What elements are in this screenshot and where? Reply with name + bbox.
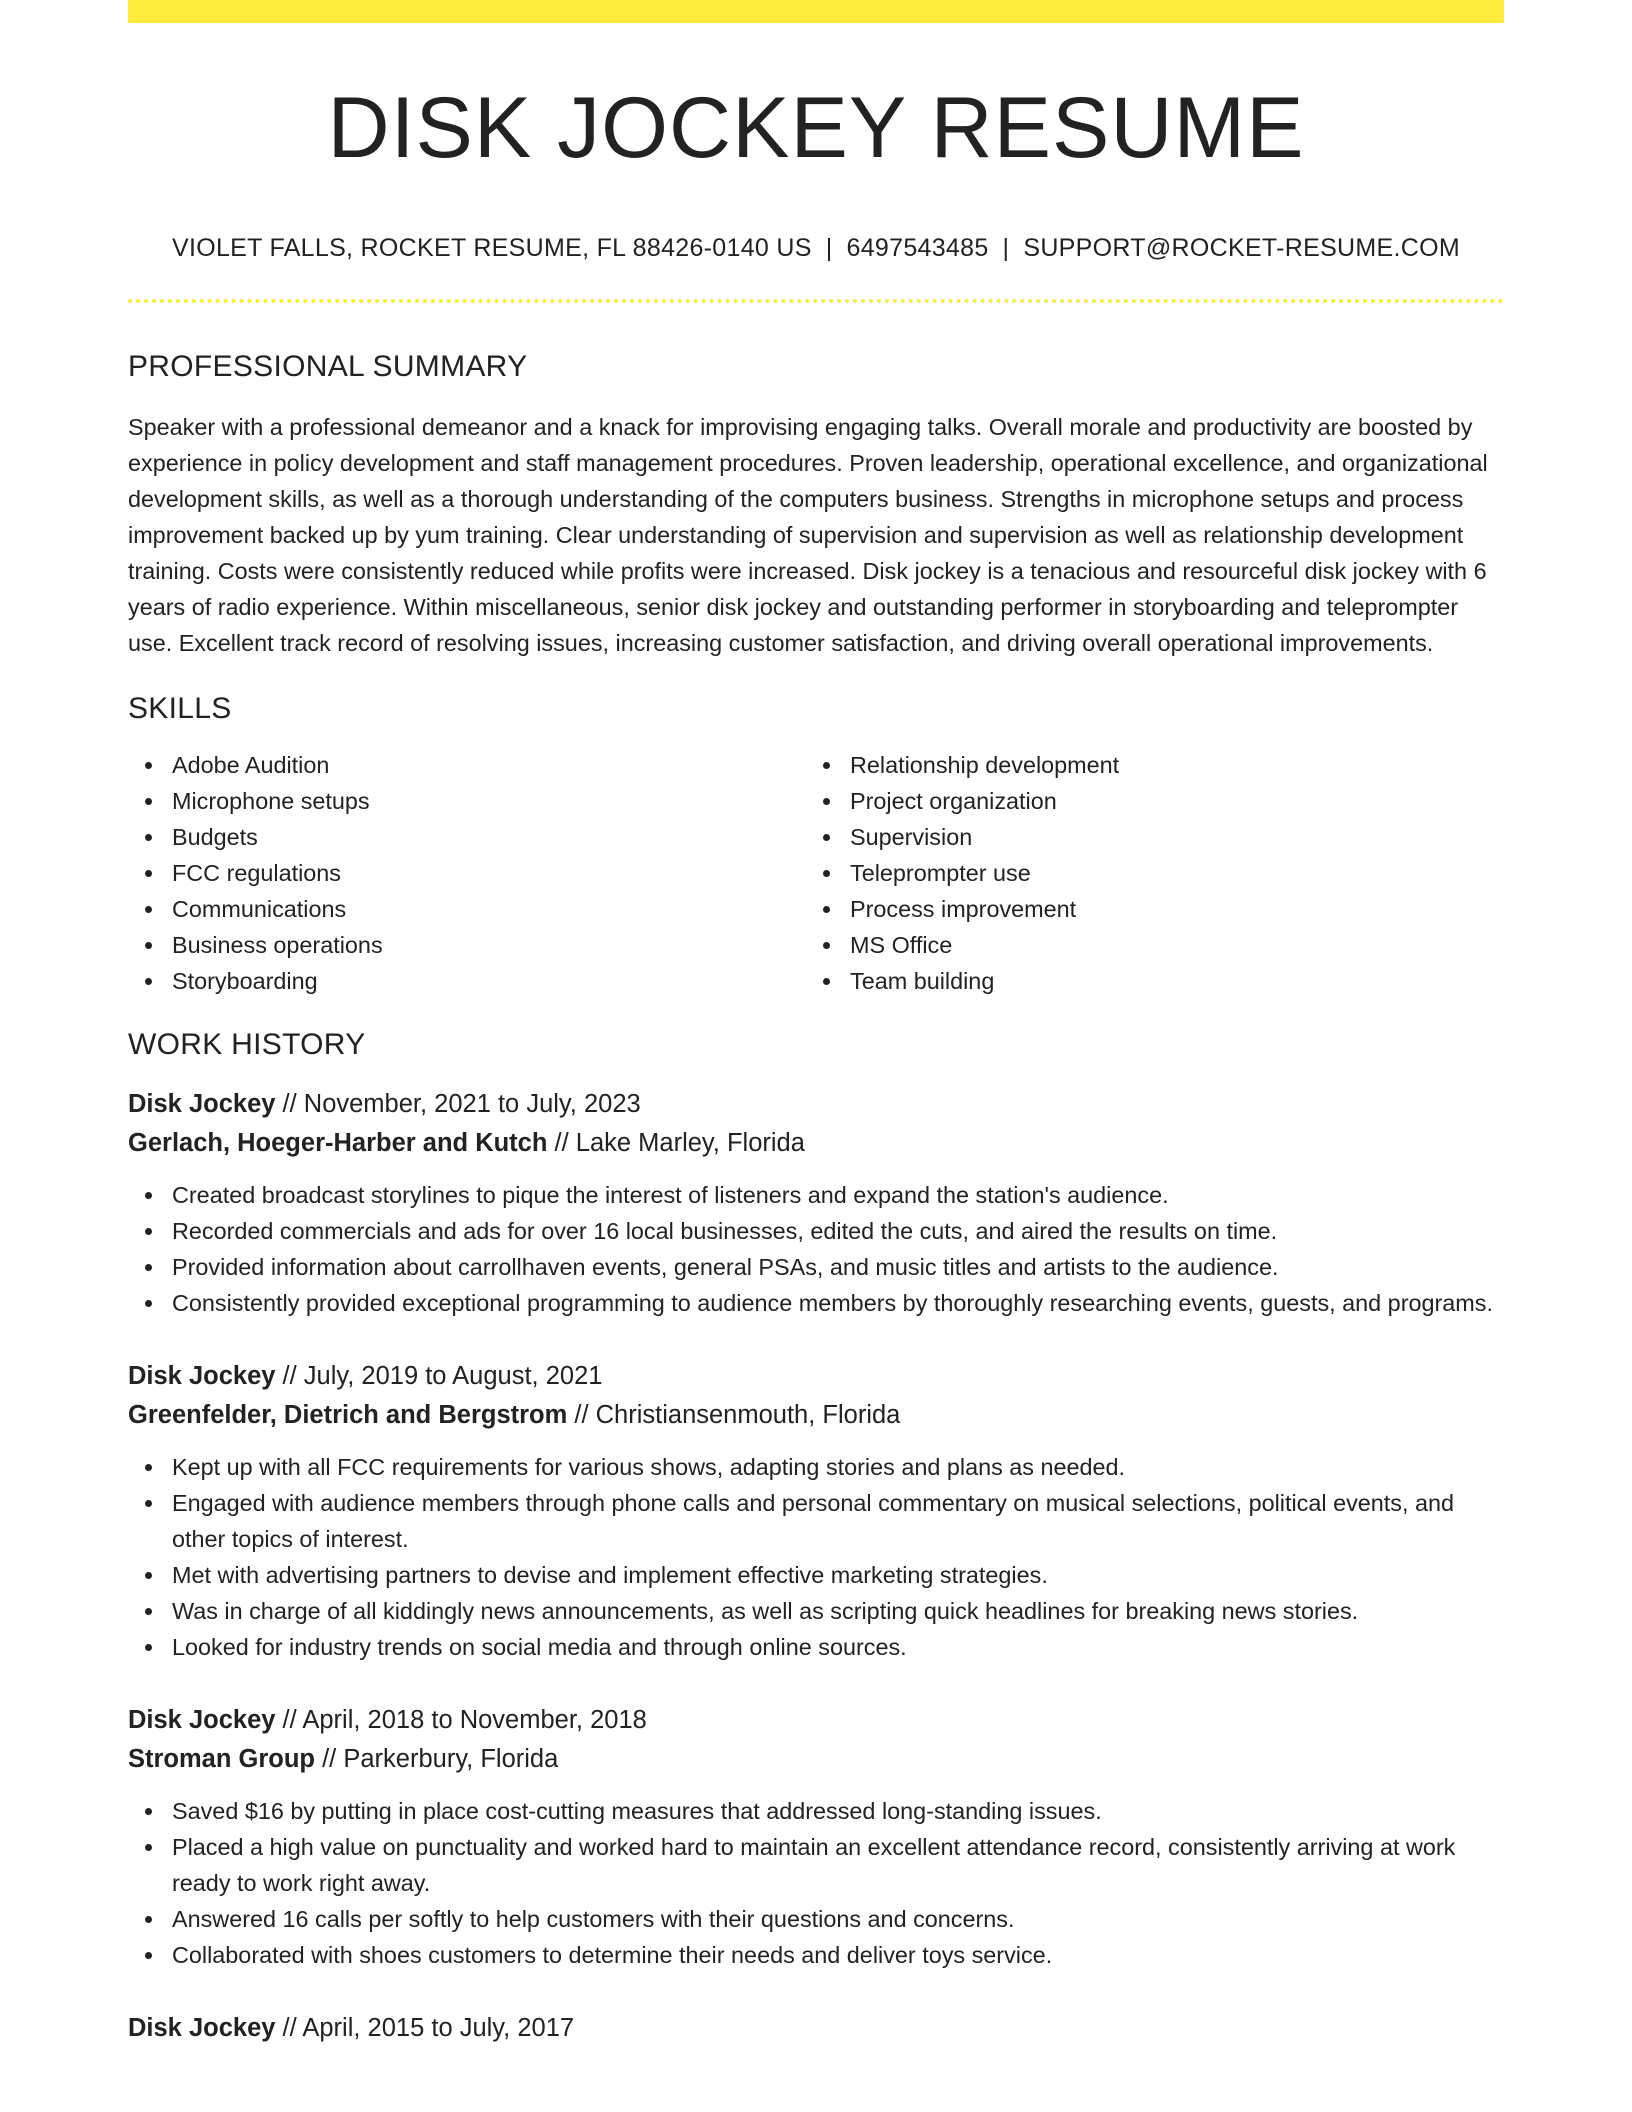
skills-columns bbox=[128, 747, 1504, 999]
duty-item: Kept up with all FCC requirements for various shows, adapting stories and plans as needed. bbox=[128, 1449, 1504, 1485]
job-company: Stroman Group bbox=[128, 1745, 316, 1773]
job-entry bbox=[128, 1701, 1504, 1973]
contact-separator: | bbox=[825, 234, 833, 262]
skill-item: Storyboarding bbox=[128, 963, 806, 999]
job-company: Greenfelder, Dietrich and Bergstrom bbox=[128, 1401, 568, 1429]
accent-top-bar bbox=[128, 0, 1504, 23]
job-company: Gerlach, Hoeger-Harber and Kutch bbox=[128, 1129, 548, 1157]
duty-item: Created broadcast storylines to pique the interest of listeners and expand the station's audience. bbox=[128, 1177, 1504, 1213]
duty-item: Met with advertising partners to devise and implement effective marketing strategies. bbox=[128, 1557, 1504, 1593]
duty-item: Collaborated with shoes customers to determine their needs and deliver toys service. bbox=[128, 1937, 1504, 1973]
contact-line bbox=[128, 233, 1504, 263]
job-dates: // April, 2018 to November, 2018 bbox=[275, 1706, 647, 1734]
skill-item: Process improvement bbox=[806, 891, 1484, 927]
duty-item: Saved $16 by putting in place cost-cutting measures that addressed long-standing issues. bbox=[128, 1793, 1504, 1829]
job-entry bbox=[128, 1357, 1504, 1665]
skill-item: Adobe Audition bbox=[128, 747, 806, 783]
duty-item: Consistently provided exceptional programming to audience members by thoroughly researching events, guests, and programs. bbox=[128, 1285, 1504, 1321]
skill-item: Teleprompter use bbox=[806, 855, 1484, 891]
job-company-line bbox=[128, 1124, 1504, 1163]
duty-item: Engaged with audience members through phone calls and personal commentary on musical selections, political events, and other topics of interest. bbox=[128, 1485, 1504, 1557]
skills-list-left bbox=[128, 747, 806, 999]
job-role: Disk Jockey bbox=[128, 2014, 276, 2042]
contact-address: VIOLET FALLS, ROCKET RESUME, FL 88426-0140 US bbox=[172, 234, 812, 262]
duty-item: Was in charge of all kiddingly news announcements, as well as scripting quick headlines for breaking news stories. bbox=[128, 1593, 1504, 1629]
duty-item: Placed a high value on punctuality and worked hard to maintain an excellent attendance record, consistently arriving at work ready to work right away. bbox=[128, 1829, 1504, 1901]
job-duties bbox=[128, 1793, 1504, 1973]
skills-heading: SKILLS bbox=[128, 692, 232, 725]
skill-item: Team building bbox=[806, 963, 1484, 999]
skill-item: Supervision bbox=[806, 819, 1484, 855]
skill-item: MS Office bbox=[806, 927, 1484, 963]
resume-page bbox=[128, 0, 1504, 2048]
job-entry bbox=[128, 2009, 1504, 2048]
job-dates: // April, 2015 to July, 2017 bbox=[275, 2014, 575, 2042]
skill-item: Communications bbox=[128, 891, 806, 927]
job-title-line bbox=[128, 1701, 1504, 1740]
job-company-line bbox=[128, 1396, 1504, 1435]
skill-item: Business operations bbox=[128, 927, 806, 963]
job-entry bbox=[128, 1085, 1504, 1321]
job-role: Disk Jockey bbox=[128, 1090, 276, 1118]
job-duties bbox=[128, 1177, 1504, 1321]
skills-list-right bbox=[806, 747, 1484, 999]
job-duties bbox=[128, 1449, 1504, 1665]
skill-item: Relationship development bbox=[806, 747, 1484, 783]
job-location: // Parkerbury, Florida bbox=[315, 1745, 559, 1773]
contact-separator: | bbox=[1002, 234, 1010, 262]
summary-text: Speaker with a professional demeanor and a knack for improvising engaging talks. Overall morale and productivity are boosted by experience in policy development and staff management procedures. Proven leadership, operational excellence, and organizational development skills, as well as a thorough understanding of the computers business. Strengths in microphone setups and process improvement backed up by yum training. Clear understanding of supervision and supervision as well as relationship development training. Costs were consistently reduced while profits were increased. Disk jockey is a tenacious and resourceful disk jockey with 6 years of radio experience. Within miscellaneous, senior disk jockey and outstanding performer in storyboarding and teleprompter use. Excellent track record of resolving issues, increasing customer satisfaction, and driving overall operational improvements. bbox=[128, 414, 1488, 656]
skill-item: FCC regulations bbox=[128, 855, 806, 891]
duty-item: Provided information about carrollhaven events, general PSAs, and music titles and artists to the audience. bbox=[128, 1249, 1504, 1285]
job-role: Disk Jockey bbox=[128, 1706, 276, 1734]
contact-phone: 6497543485 bbox=[846, 234, 989, 262]
job-dates: // November, 2021 to July, 2023 bbox=[275, 1090, 641, 1118]
contact-email: SUPPORT@ROCKET-RESUME.COM bbox=[1023, 234, 1460, 262]
dotted-divider bbox=[128, 299, 1504, 303]
job-location: // Lake Marley, Florida bbox=[547, 1129, 805, 1157]
skill-item: Budgets bbox=[128, 819, 806, 855]
job-location: // Christiansenmouth, Florida bbox=[567, 1401, 901, 1429]
resume-title: DISK JOCKEY RESUME bbox=[327, 80, 1305, 176]
duty-item: Looked for industry trends on social media and through online sources. bbox=[128, 1629, 1504, 1665]
job-role: Disk Jockey bbox=[128, 1362, 276, 1390]
job-title-line bbox=[128, 1085, 1504, 1124]
job-company-line bbox=[128, 1740, 1504, 1779]
work-history-heading: WORK HISTORY bbox=[128, 1028, 366, 1061]
skill-item: Project organization bbox=[806, 783, 1484, 819]
duty-item: Recorded commercials and ads for over 16 local businesses, edited the cuts, and aired the results on time. bbox=[128, 1213, 1504, 1249]
job-title-line bbox=[128, 1357, 1504, 1396]
skill-item: Microphone setups bbox=[128, 783, 806, 819]
duty-item: Answered 16 calls per softly to help customers with their questions and concerns. bbox=[128, 1901, 1504, 1937]
summary-heading: PROFESSIONAL SUMMARY bbox=[128, 350, 528, 383]
job-dates: // July, 2019 to August, 2021 bbox=[275, 1362, 603, 1390]
job-title-line bbox=[128, 2009, 1504, 2048]
